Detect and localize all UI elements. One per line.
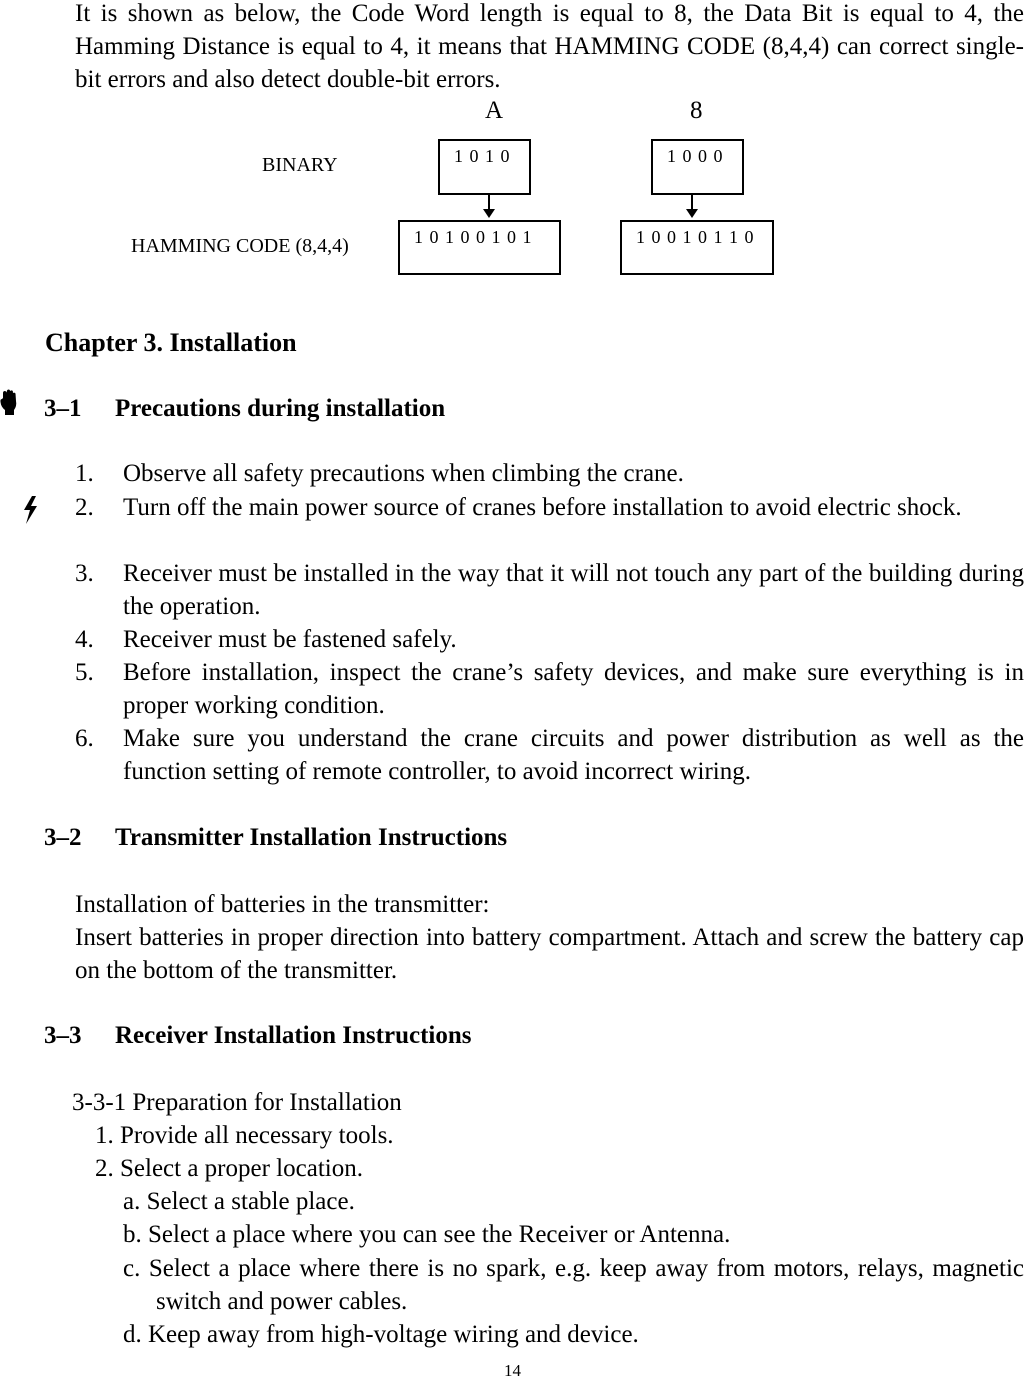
binary-a-box: 1 0 1 0: [438, 139, 531, 195]
section-3-1-heading: [44, 394, 445, 424]
battery-intro-line: Installation of batteries in the transmitter:: [75, 891, 490, 918]
list-item-number: 1.: [75, 460, 94, 487]
list-item-text: Make sure you understand the crane circuits and power distribution as well as the function setting of remote controller, to avoid incorrect wiring.: [123, 725, 1024, 785]
list-item-number: 3.: [75, 560, 94, 587]
hamming-a-box: 1 0 1 0 0 1 0 1: [398, 220, 561, 275]
location-option-c-text: c. Select a place where there is no spark, e.g. keep away from motors, relays, magnetic switch and power cables.: [123, 1255, 1024, 1315]
step-provide-tools: 1. Provide all necessary tools.: [95, 1122, 394, 1149]
list-item: [75, 656, 1024, 722]
lightning-bolt-icon: [22, 496, 38, 524]
section-title: Precautions during installation: [115, 395, 446, 422]
section-3-3-heading: [44, 1021, 471, 1051]
hand-stop-icon: [0, 389, 18, 415]
step-select-location: 2. Select a proper location.: [95, 1155, 363, 1182]
location-option-b: b. Select a place where you can see the Receiver or Antenna.: [123, 1221, 731, 1248]
list-item-number: 6.: [75, 725, 94, 752]
section-number: 3–1: [44, 395, 82, 422]
list-item: [75, 457, 1024, 490]
location-option-d: d. Keep away from high-voltage wiring and device.: [123, 1321, 639, 1348]
list-item-number: 2.: [75, 494, 94, 521]
list-item-number: 5.: [75, 659, 94, 686]
column-a-header: A: [485, 97, 504, 124]
list-item: [75, 557, 1024, 623]
column-8-header: 8: [690, 97, 703, 124]
page-number: 14: [504, 1361, 521, 1380]
binary-row-label: BINARY: [262, 154, 338, 176]
list-item-text: Before installation, inspect the crane’s safety devices, and make sure everything is in proper working condition.: [123, 659, 1024, 719]
preparation-subheading: 3-3-1 Preparation for Installation: [72, 1089, 402, 1116]
arrow-a-head: [483, 209, 495, 218]
arrow-8-line: [691, 195, 693, 210]
section-title: Transmitter Installation Instructions: [115, 824, 508, 851]
hamming-row-label: HAMMING CODE (8,4,4): [131, 235, 349, 257]
arrow-8-head: [686, 209, 698, 218]
list-item-text: Receiver must be fastened safely.: [123, 626, 457, 653]
arrow-a-line: [488, 195, 490, 210]
section-number: 3–3: [44, 1022, 82, 1049]
binary-8-box: 1 0 0 0: [651, 139, 744, 195]
list-item: [75, 491, 1024, 524]
section-number: 3–2: [44, 824, 82, 851]
list-item: [75, 722, 1024, 788]
list-item-text: Receiver must be installed in the way that it will not touch any part of the building during the operation.: [123, 560, 1024, 620]
battery-instructions: Insert batteries in proper direction into battery compartment. Attach and screw the battery cap on the bottom of the transmitter.: [75, 924, 1024, 984]
list-item-text: Observe all safety precautions when climbing the crane.: [123, 460, 684, 487]
location-option-c: [123, 1252, 1024, 1318]
hamming-8-box: 1 0 0 1 0 1 1 0: [620, 220, 774, 275]
location-option-a: a. Select a stable place.: [123, 1188, 355, 1215]
intro-paragraph: It is shown as below, the Code Word length is equal to 8, the Data Bit is equal to 4, the Hamming Distance is equal to 4, it means that HAMMING CODE (8,4,4) can correct single-bit errors and also detect double-bit errors.: [75, 0, 1024, 93]
list-item-text: Turn off the main power source of cranes before installation to avoid electric shock.: [123, 494, 962, 521]
list-item: [75, 623, 1024, 656]
list-item-number: 4.: [75, 626, 94, 653]
section-title: Receiver Installation Instructions: [115, 1022, 472, 1049]
section-3-2-heading: [44, 823, 507, 853]
chapter-title: Chapter 3. Installation: [45, 328, 297, 357]
